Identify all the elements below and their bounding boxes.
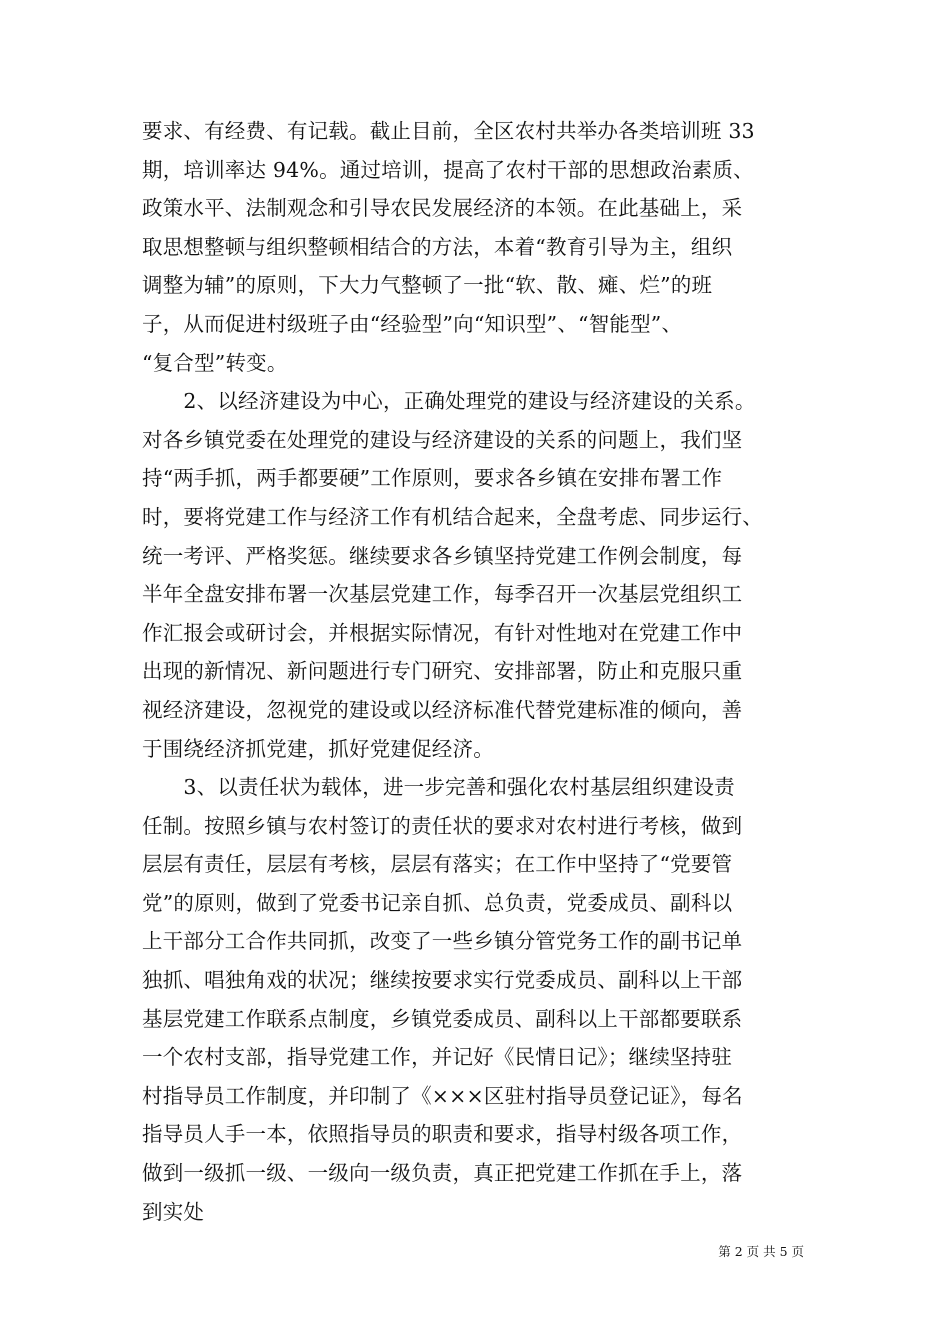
text-line: 层层有责任，层层有考核，层层有落实；在工作中坚持了“党要管 (142, 852, 733, 877)
text-line: 政策水平、法制观念和引导农民发展经济的本领。在此基础上，采 (142, 196, 743, 221)
text-line: 做到一级抓一级、一级向一级负责，真正把党建工作抓在手上，落 (142, 1161, 743, 1186)
text-line: 半年全盘安排布署一次基层党建工作，每季召开一次基层党组织工 (142, 582, 743, 607)
text-line: 3、以责任状为载体，进一步完善和强化农村基层组织建设责 (142, 775, 735, 800)
text-line: 调整为辅”的原则，下大力气整顿了一批“软、散、瘫、烂”的班 (142, 273, 713, 298)
page-number-footer: 第 2 页 共 5 页 (718, 1244, 804, 1259)
text-line: “复合型”转变。 (142, 350, 288, 375)
text-line: 期，培训率达 94%。通过培训，提高了农村干部的思想政治素质、 (142, 157, 754, 182)
text-line: 时，要将党建工作与经济工作有机结合起来，全盘考虑、同步运行、 (142, 504, 763, 529)
text-line: 对各乡镇党委在处理党的建设与经济建设的关系的问题上，我们坚 (142, 427, 743, 452)
text-line: 任制。按照乡镇与农村签订的责任状的要求对农村进行考核，做到 (142, 813, 743, 838)
text-line: 2、以经济建设为中心，正确处理党的建设与经济建设的关系。 (142, 389, 756, 414)
text-line: 视经济建设，忽视党的建设或以经济标准代替党建标准的倾向，善 (142, 697, 743, 722)
text-line: 持“两手抓，两手都要硬”工作原则，要求各乡镇在安排布署工作 (142, 466, 723, 491)
text-line: 到实处 (142, 1199, 205, 1224)
text-line: 一个农村支部，指导党建工作，并记好《民情日记》；继续坚持驻 (142, 1045, 733, 1070)
text-line: 于围绕经济抓党建，抓好党建促经济。 (142, 736, 494, 761)
text-line: 上干部分工合作共同抓，改变了一些乡镇分管党务工作的副书记单 (142, 929, 743, 954)
text-line: 取思想整顿与组织整顿相结合的方法，本着“教育引导为主，组织 (142, 234, 733, 259)
text-line: 独抓、唱独角戏的状况；继续按要求实行党委成员、副科以上干部 (142, 968, 743, 993)
text-line: 党”的原则，做到了党委书记亲自抓、总负责，党委成员、副科以 (142, 890, 733, 915)
text-line: 村指导员工作制度，并印制了《×××区驻村指导员登记证》，每名 (142, 1083, 743, 1108)
document-body (142, 112, 827, 1231)
text-line: 统一考评、严格奖惩。继续要求各乡镇坚持党建工作例会制度，每 (142, 543, 743, 568)
text-line: 作汇报会或研讨会，并根据实际情况，有针对性地对在党建工作中 (142, 620, 743, 645)
text-line: 子，从而促进村级班子由“经验型”向“知识型”、“智能型”、 (142, 311, 683, 336)
text-line: 基层党建工作联系点制度，乡镇党委成员、副科以上干部都要联系 (142, 1006, 743, 1031)
text-line: 出现的新情况、新问题进行专门研究、安排部署，防止和克服只重 (142, 659, 743, 684)
text-line: 要求、有经费、有记载。截止目前，全区农村共举办各类培训班 33 (142, 119, 755, 143)
text-line: 指导员人手一本，依照指导员的职责和要求，指导村级各项工作， (142, 1122, 743, 1147)
